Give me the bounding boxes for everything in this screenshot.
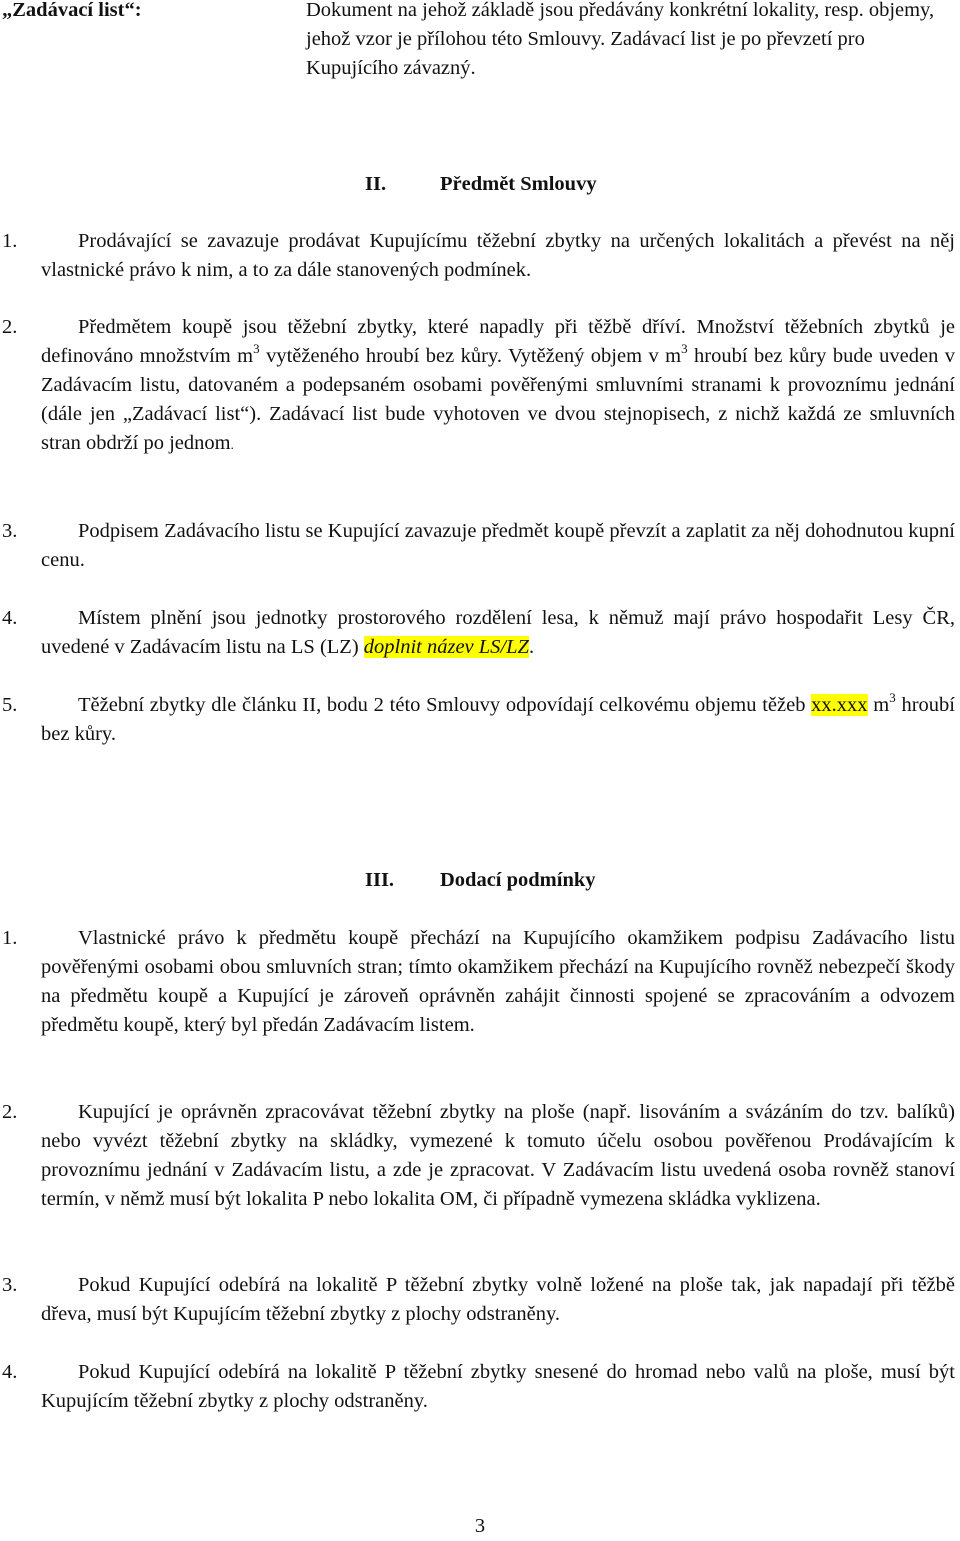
item-number: 4.: [2, 607, 18, 629]
item-text: Podpisem Zadávacího listu se Kupující zavazuje předmět koupě převzít a zaplatit za něj dohodnutou kupní cenu.: [41, 520, 955, 571]
definition-text: Dokument na jehož základě jsou předávány konkrétní lokality, resp. objemy, jehož vzor je přílohou této Smlouvy. Zadávací list je po převzetí pro Kupujícího závazný.: [306, 0, 935, 79]
page-number: 3: [474, 1515, 486, 1537]
item-number: 1.: [2, 927, 18, 949]
item-text: Těžební zbytky dle článku II, bodu 2 této Smlouvy odpovídají celkovému objemu těžeb xx.xxx $m^3$ hroubí bez kůry.: [41, 690, 955, 745]
item-text: Pokud Kupující odebírá na lokalitě P těžební zbytky volně ložené na ploše tak, jak napadají při těžbě dřeva, musí být Kupujícím těžební zbytky z plochy odstraněny.: [41, 1274, 955, 1325]
item-number: 1.: [2, 230, 18, 252]
section-2-title: Předmět Smlouvy: [440, 173, 597, 195]
placeholder-highlight: doplnit název LS/LZ: [363, 636, 529, 658]
item-text: Vlastnické právo k předmětu koupě přechází na Kupujícího okamžikem podpisu Zadávacího listu pověřenými osobami obou smluvních stran; tímto okamžikem přechází na Kupujícího rovněž nebezpečí škody na předmětu koupě a Kupující je zároveň oprávněn zahájit činnosti spojené se zpracováním a odvozem předmětu koupě, který byl předán Zadávacím listem.: [41, 927, 955, 1036]
item-number: 2.: [2, 316, 18, 338]
item-text: Předmětem koupě jsou těžební zbytky, které napadly při těžbě dříví. Množství těžebních zbytků je definováno množstvím $m^3$ vytěženého hroubí bez kůry. Vytěžený objem v $m^3$ hroubí bez kůry bude uveden v Zadávacím listu, datovaném a podepsaném osobami pověřenými smluvními stranami k provoznímu jednání (dále jen „Zadávací list“). Zadávací list bude vyhotoven ve dvou stejnopisech, z nichž každá ze smluvních stran obdrží po jednom.: [41, 316, 956, 454]
item-number: 4.: [2, 1361, 18, 1383]
volume-highlight: xx.xxx: [811, 694, 868, 716]
item-text: Pokud Kupující odebírá na lokalitě P těžební zbytky snesené do hromad nebo valů na ploše, musí být Kupujícím těžební zbytky z plochy odstraněny.: [41, 1361, 955, 1412]
item-number: 3.: [2, 1274, 18, 1296]
section-3-title: Dodací podmínky: [440, 869, 596, 891]
item-number: 3.: [2, 520, 18, 542]
definition-term: „Zadávací list“:: [2, 0, 142, 21]
item-text: Místem plnění jsou jednotky prostorového rozdělení lesa, k němuž mají právo hospodařit Lesy ČR, uvedené v Zadávacím listu na LS (LZ) doplnit název LS/LZ.: [41, 607, 955, 658]
section-3-numeral: III.: [365, 869, 395, 891]
item-text: Prodávající se zavazuje prodávat Kupujícímu těžební zbytky na určených lokalitách a převést na něj vlastnické právo k nim, a to za dále stanovených podmínek.: [41, 230, 955, 281]
section-2-numeral: II.: [365, 173, 387, 195]
item-number: 5.: [2, 694, 18, 716]
item-text: Kupující je oprávněn zpracovávat těžební zbytky na ploše (např. lisováním a svázáním do tzv. balíků) nebo vyvézt těžební zbytky na skládky, vymezené k tomuto účelu osobou pověřenou Prodávajícím k provoznímu jednání v Zadávacím listu, a zde je zpracovat. V Zadávacím listu uvedená osoba rovněž stanoví termín, v němž musí být lokalita P nebo lokalita OM, či případně vymezena skládka vyklizena.: [41, 1101, 955, 1210]
item-number: 2.: [2, 1101, 18, 1123]
